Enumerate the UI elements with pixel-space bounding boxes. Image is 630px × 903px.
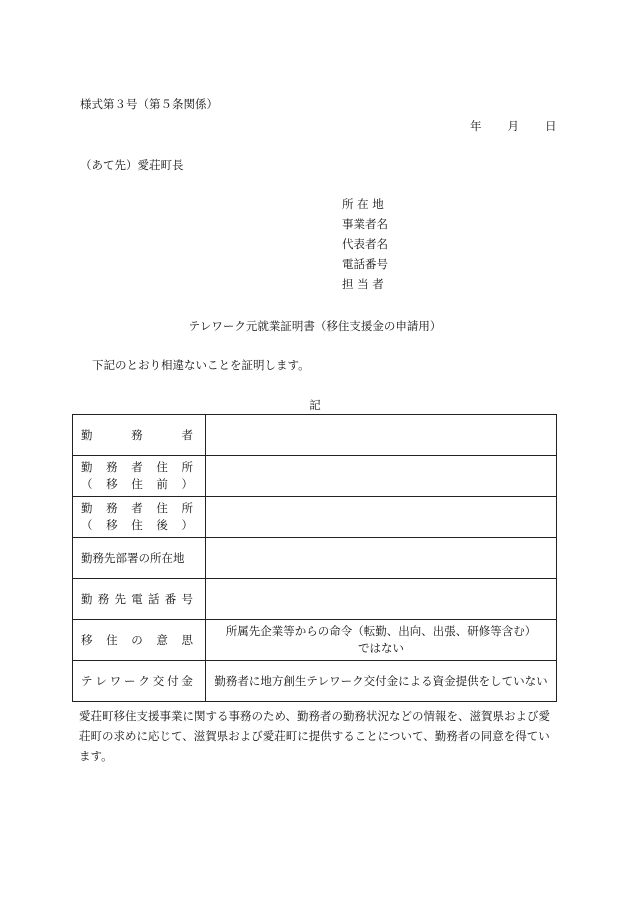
label-char: 移	[106, 477, 118, 491]
value-address-after[interactable]	[206, 497, 557, 538]
applicant-phone-label: 電話番号	[342, 257, 388, 271]
relocation-intent-line2: ではない	[358, 641, 404, 655]
telework-grant-statement: 勤務者に地方創生テレワーク交付金による資金提供をしていない	[214, 673, 548, 688]
label-char: 所	[181, 460, 193, 474]
label-char: （	[81, 518, 93, 532]
ki-marker: 記	[309, 398, 321, 412]
label-char: 務	[97, 591, 110, 606]
label-char: 前	[156, 477, 168, 491]
label-worker-text	[81, 427, 193, 444]
certification-statement: 下記のとおり相違ないことを証明します。	[92, 358, 310, 372]
label-line	[81, 459, 193, 476]
date-year: 年	[470, 119, 482, 133]
certificate-table	[72, 414, 557, 702]
value-relocation-intent	[206, 620, 557, 661]
label-char: 務	[106, 460, 118, 474]
label-char: 後	[156, 518, 168, 532]
label-line	[81, 517, 193, 534]
label-char: 移	[106, 518, 118, 532]
label-char: 話	[148, 591, 160, 606]
label-char: 住	[106, 632, 118, 647]
label-line	[81, 591, 193, 608]
applicant-representative-label: 代表者名	[342, 237, 388, 251]
table-row-relocation-intent	[73, 620, 557, 661]
label-char: （	[81, 477, 93, 491]
label-char: 付	[167, 673, 179, 688]
label-char: 者	[131, 460, 143, 474]
label-char: ワ	[109, 673, 122, 688]
table-row-department-location	[73, 538, 557, 579]
label-char: 電	[131, 591, 143, 606]
label-char: 交	[152, 673, 165, 688]
label-line	[81, 500, 193, 517]
label-line	[81, 673, 193, 690]
label-department-location	[73, 538, 206, 579]
label-char: 思	[181, 632, 193, 647]
applicant-business-name-label: 事業者名	[342, 217, 388, 231]
label-char: 住	[131, 477, 143, 491]
label-char: 意	[156, 632, 168, 647]
label-relocation-intent	[73, 620, 206, 661]
value-worker[interactable]	[206, 415, 557, 456]
table-row-address-after	[73, 497, 557, 538]
consent-note: 愛荘町移住支援事業に関する事務のため、勤務者の勤務状況などの情報を、滋賀県および愛荘町の求めに応じて、滋賀県および愛荘町に提供することについて、勤務者の同意を得ています。	[79, 709, 551, 763]
label-text: 勤務先部署の所在地	[81, 551, 185, 565]
label-address-before	[73, 456, 206, 497]
table-row-telework-grant	[73, 661, 557, 702]
label-char: テ	[81, 673, 93, 688]
label-char: ）	[181, 477, 193, 491]
label-char: 住	[156, 501, 168, 515]
document-title: テレワーク元就業証明書（移住支援金の申請用）	[188, 319, 442, 333]
label-address-after	[73, 497, 206, 538]
table-row-address-before	[73, 456, 557, 497]
label-char: ）	[181, 518, 193, 532]
date-month: 月	[507, 119, 519, 133]
value-department-location[interactable]	[206, 538, 557, 579]
label-char: 者	[181, 427, 193, 442]
label-char: 号	[181, 591, 193, 606]
label-char: ー	[124, 673, 136, 688]
label-char: 勤	[81, 460, 93, 474]
label-char: 番	[164, 591, 177, 606]
label-worker	[73, 415, 206, 456]
label-char: 勤	[81, 501, 93, 515]
value-telework-grant	[206, 661, 557, 702]
table-row-worker	[73, 415, 557, 456]
relocation-intent-line1: 所属先企業等からの命令（転勤、出向、出張、研修等含む）	[225, 624, 537, 638]
label-char: レ	[95, 673, 107, 688]
label-char: 所	[181, 501, 193, 515]
label-char: ク	[138, 673, 150, 688]
date-day: 日	[545, 119, 557, 133]
addressee: （あて先）愛荘町長	[80, 158, 184, 172]
applicant-contact-person-label: 担 当 者	[342, 277, 384, 291]
label-line	[81, 476, 193, 493]
label-char: 先	[114, 591, 126, 606]
table-row-workplace-phone	[73, 579, 557, 620]
label-workplace-phone	[73, 579, 206, 620]
label-char: 金	[181, 673, 193, 688]
label-char: 務	[131, 427, 143, 442]
label-char: 移	[81, 632, 93, 647]
date-line	[470, 118, 557, 134]
label-char: 住	[131, 518, 143, 532]
value-address-before[interactable]	[206, 456, 557, 497]
label-char: 住	[156, 460, 168, 474]
label-char: 勤	[81, 591, 93, 606]
applicant-address-label: 所 在 地	[342, 197, 384, 211]
label-char: の	[131, 632, 143, 647]
form-number: 様式第３号（第５条関係）	[80, 97, 218, 111]
value-workplace-phone[interactable]	[206, 579, 557, 620]
label-telework-grant	[73, 661, 206, 702]
label-char: 者	[131, 501, 143, 515]
label-char: 勤	[81, 427, 93, 442]
label-line	[81, 632, 193, 649]
label-char: 務	[106, 501, 118, 515]
